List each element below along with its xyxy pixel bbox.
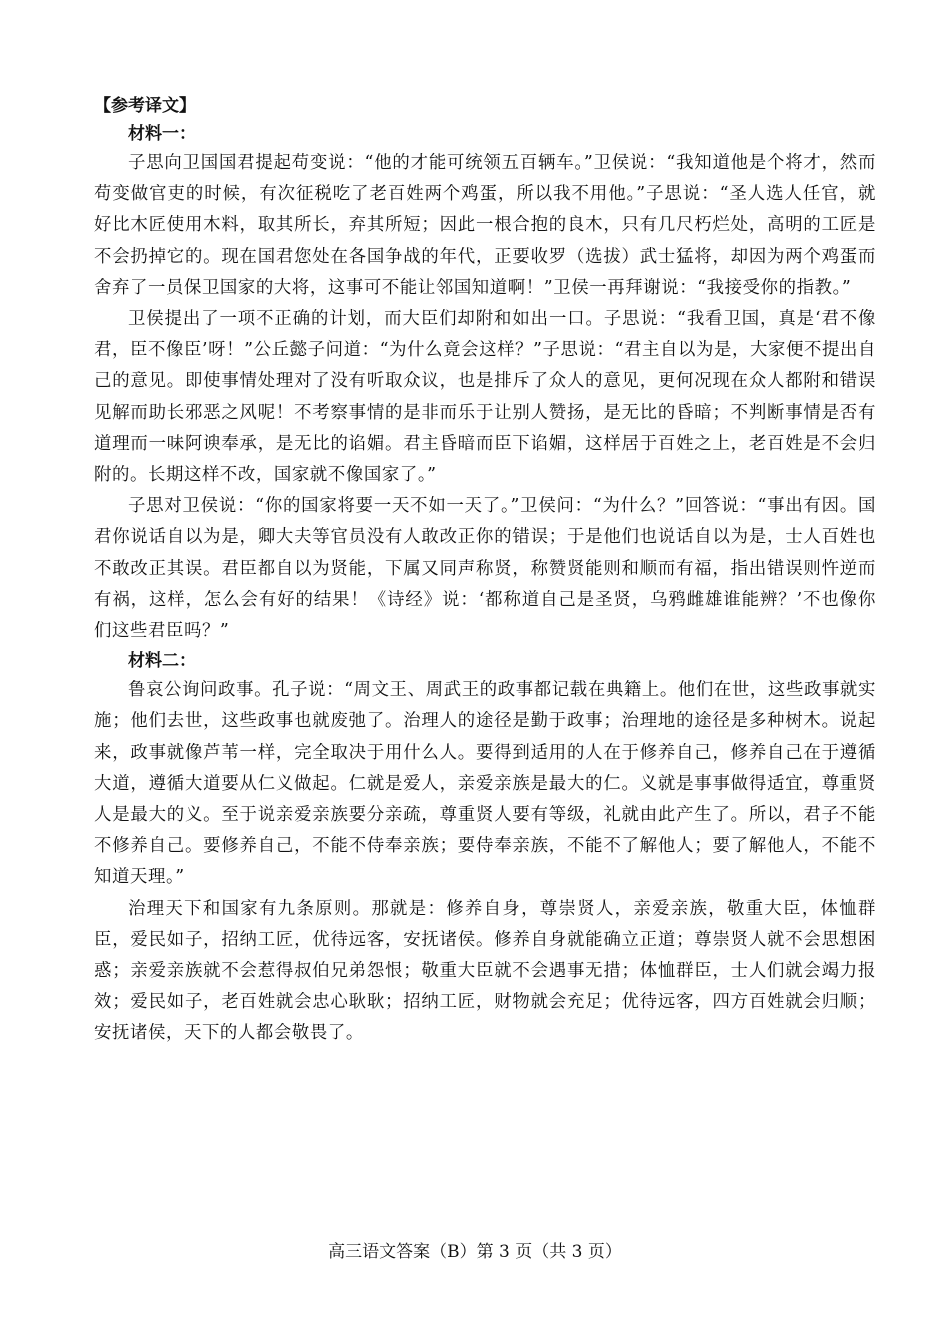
material-one-heading: 材料一： [128,124,196,144]
material-one-paragraph: 卫侯提出了一项不正确的计划，而大臣们却附和如出一口。子思说：“我看卫国，真是‘君不像君，臣不像臣’呀！”公丘懿子问道：“为什么竟会这样？”子思说：“君主自以为是，大家便不提出自己的意见。即使事情处理对了没有听取众议，也是排斥了众人的意见，更何况现在众人都附和错误见解而助长邪恶之风呢！不考察事情的是非而乐于让别人赞扬，是无比的昏暗；不判断事情是否有道理而一味阿谀奉承，是无比的谄媚。君主昏暗而臣下谄媚，这样居于百姓之上，老百姓是不会归附的。长期这样不改，国家就不像国家了。” [94,309,876,486]
document-body [94,92,876,1050]
section-title-reference-translation: 【参考译文】 [94,96,196,116]
material-one-paragraph: 子思向卫国国君提起苟变说：“他的才能可统领五百辆车。”卫侯说：“我知道他是个将才，然而苟变做官吏的时候，有次征税吃了老百姓两个鸡蛋，所以我不用他。”子思说：“圣人选人任官，就好比木匠使用木料，取其所长，弃其所短；因此一根合抱的良木，只有几尺朽烂处，高明的工匠是不会扔掉它的。现在国君您处在各国争战的年代，正要收罗（选拔）武士猛将，却因为两个鸡蛋而舍弃了一员保卫国家的大将，这事可不能让邻国知道啊！”卫侯一再拜谢说：“我接受你的指教。” [94,153,876,298]
material-two-heading: 材料二： [128,651,196,672]
material-one-paragraph: 子思对卫侯说：“你的国家将要一天不如一天了。”卫侯问：“为什么？”回答说：“事出有因。国君你说话自以为是，卿大夫等官员没有人敢改正你的错误；于是他们也说话自以为是，士人百姓也不敢改正其误。君臣都自以为贤能，下属又同声称贤，称赞贤能则和顺而有福，指出错误则忤逆而有祸，这样，怎么会有好的结果！《诗经》说：‘都称道自己是圣贤，乌鸦雌雄谁能辨？’不也像你们这些君臣吗？” [94,496,876,642]
material-two-paragraph: 治理天下和国家有九条原则。那就是：修养自身，尊崇贤人，亲爱亲族，敬重大臣，体恤群臣，爱民如子，招纳工匠，优待远客，安抚诸侯。修养自身就能确立正道；尊崇贤人就不会思想困惑；亲爱亲族就不会惹得叔伯兄弟怨恨；敬重大臣就不会遇事无措；体恤群臣，士人们就会竭力报效；爱民如子，老百姓就会忠心耿耿；招纳工匠，财物就会充足；优待远客，四方百姓就会归顺；安抚诸侯，天下的人都会敬畏了。 [94,898,876,1044]
material-two-paragraph: 鲁哀公询问政事。孔子说：“周文王、周武王的政事都记载在典籍上。他们在世，这些政事就实施；他们去世，这些政事也就废弛了。治理人的途径是勤于政事；治理地的途径是多种树木。说起来，政事就像芦苇一样，完全取决于用什么人。要得到适用的人在于修养自己，修养自己在于遵循大道，遵循大道要从仁义做起。仁就是爱人，亲爱亲族是最大的仁。义就是事事做得适宜，尊重贤人是最大的义。至于说亲爱亲族要分亲疏，尊重贤人要有等级，礼就由此产生了。所以，君子不能不修养自己。要修养自己，不能不侍奉亲族；要侍奉亲族，不能不了解他人；要了解他人，不能不知道天理。” [94,680,876,888]
page-footer: 高三语文答案（B）第 3 页（共 3 页） [328,1242,622,1262]
